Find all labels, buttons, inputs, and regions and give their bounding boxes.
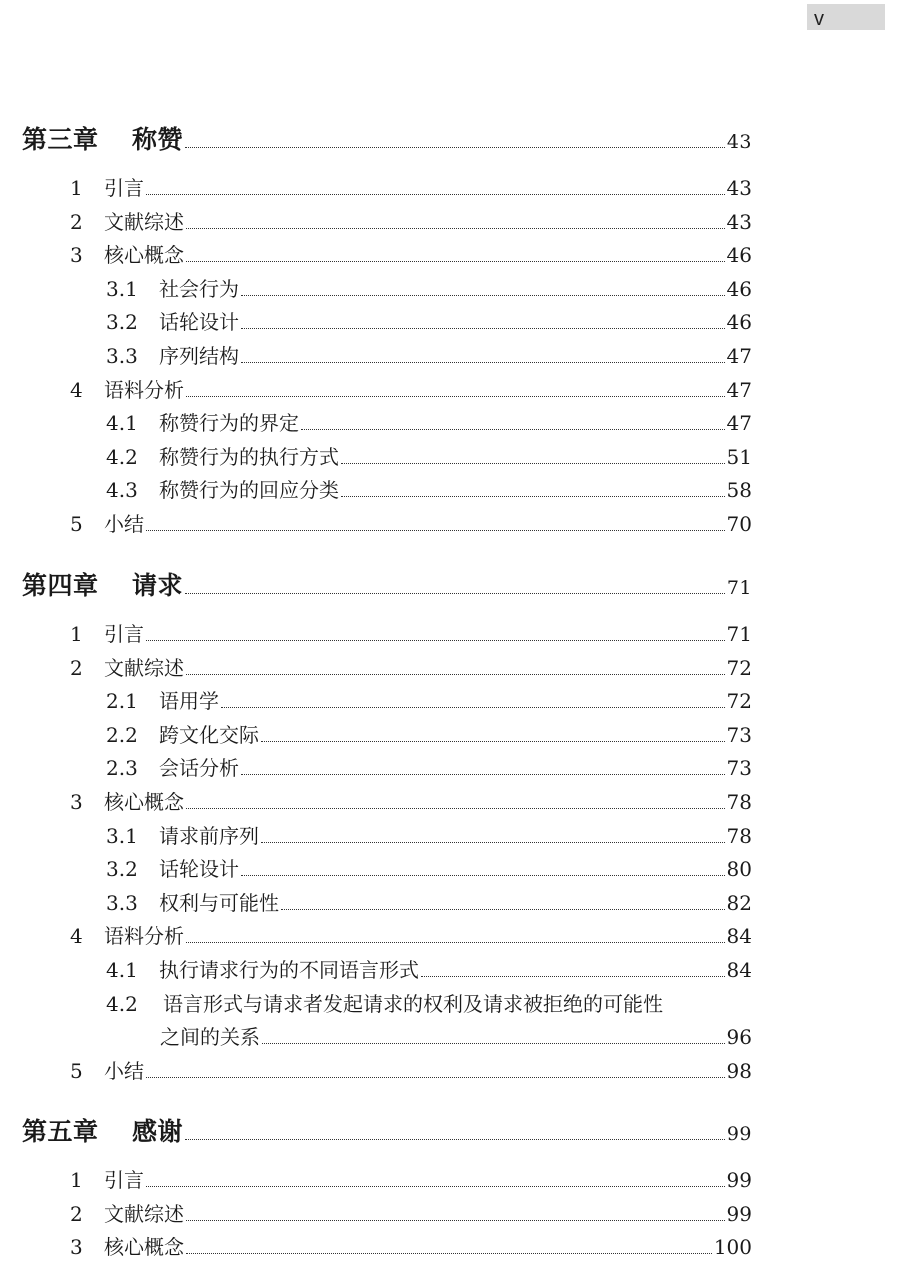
toc-subsection[interactable] — [106, 854, 752, 884]
toc-subsection-continuation[interactable] — [160, 1022, 752, 1052]
section-title: 小结 — [104, 1058, 144, 1083]
page-ref: 73 — [726, 722, 752, 747]
page-ref: 99 — [726, 1168, 752, 1192]
dot-leader — [241, 354, 725, 363]
toc-section[interactable] — [70, 207, 752, 237]
toc-chapter[interactable] — [22, 125, 752, 155]
page-ref: 96 — [726, 1025, 752, 1050]
page-ref: 47 — [726, 377, 752, 402]
dot-leader — [186, 220, 725, 229]
section-title: 请求前序列 — [159, 823, 259, 848]
section-title: 小结 — [104, 512, 144, 536]
dot-leader — [262, 1035, 725, 1044]
page-ref: 46 — [726, 310, 752, 335]
dot-leader — [185, 139, 725, 148]
section-number: 2 — [70, 209, 83, 234]
section-number: 2.3 — [106, 756, 138, 781]
section-title: 称赞行为的回应分类 — [159, 478, 339, 503]
section-number: 5 — [70, 512, 83, 536]
chapter-title: 请求 — [132, 571, 184, 600]
dot-leader — [146, 1178, 725, 1187]
toc-subsection[interactable] — [106, 307, 752, 337]
toc-section[interactable] — [70, 653, 752, 683]
page-ref: 73 — [726, 756, 752, 781]
dot-leader — [261, 834, 725, 843]
section-title: 语言形式与请求者发起请求的权利及请求被拒绝的可能性 — [163, 991, 663, 1016]
section-number: 2.2 — [106, 722, 138, 747]
toc-section[interactable] — [70, 787, 752, 817]
page-ref: 43 — [726, 209, 752, 234]
chapter-title: 感谢 — [132, 1117, 184, 1146]
toc-subsection[interactable] — [106, 686, 752, 716]
toc-subsection[interactable] — [106, 821, 752, 851]
page-ref: 98 — [726, 1058, 752, 1083]
section-title: 话轮设计 — [159, 310, 239, 335]
section-title: 称赞行为的执行方式 — [159, 444, 339, 469]
toc-subsection[interactable] — [106, 955, 752, 985]
toc-subsection[interactable] — [106, 274, 752, 304]
chapter-number: 第四章 — [22, 571, 99, 600]
toc-subsection[interactable] — [106, 753, 752, 783]
section-title: 语料分析 — [104, 377, 184, 402]
page-ref: 72 — [726, 655, 752, 680]
section-number: 1 — [70, 1168, 83, 1192]
section-title-continued: 之间的关系 — [160, 1025, 260, 1050]
page-ref: 71 — [726, 622, 752, 646]
section-title: 核心概念 — [104, 790, 184, 814]
section-title: 文献综述 — [104, 655, 184, 680]
dot-leader — [186, 800, 725, 809]
dot-leader — [241, 287, 725, 296]
section-title: 社会行为 — [159, 276, 239, 301]
toc-subsection[interactable] — [106, 888, 752, 918]
page-ref: 43 — [726, 176, 752, 200]
page-ref: 71 — [726, 577, 752, 599]
toc-subsection[interactable] — [106, 341, 752, 371]
page-ref: 100 — [713, 1235, 752, 1260]
toc-section[interactable] — [70, 1165, 752, 1195]
page-ref: 47 — [726, 344, 752, 368]
page-ref: 82 — [726, 890, 752, 915]
section-number: 2 — [70, 1201, 83, 1226]
dot-leader — [241, 766, 725, 775]
dot-leader — [341, 455, 725, 464]
dot-leader — [185, 1131, 725, 1140]
dot-leader — [281, 901, 725, 910]
section-title: 核心概念 — [104, 1235, 184, 1260]
toc-section[interactable] — [70, 240, 752, 270]
dot-leader — [186, 666, 725, 675]
page-ref: 84 — [726, 958, 752, 982]
section-title: 执行请求行为的不同语言形式 — [159, 958, 419, 982]
dot-leader — [186, 1212, 725, 1221]
section-number: 3.1 — [106, 823, 138, 848]
section-title: 会话分析 — [159, 756, 239, 781]
page-ref: 84 — [726, 924, 752, 949]
section-number: 4.1 — [106, 411, 138, 436]
section-number: 4.1 — [106, 958, 138, 982]
toc-subsection[interactable] — [106, 989, 752, 1019]
section-number: 4 — [70, 924, 83, 949]
section-number: 4.2 — [106, 991, 138, 1016]
section-title: 引言 — [104, 176, 144, 200]
section-number: 4.3 — [106, 478, 138, 503]
section-title: 序列结构 — [159, 344, 239, 368]
section-number: 3.3 — [106, 344, 138, 368]
section-title: 文献综述 — [104, 1201, 184, 1226]
dot-leader — [301, 421, 725, 430]
section-title: 权利与可能性 — [159, 890, 279, 915]
section-number: 3.2 — [106, 857, 138, 882]
page-ref: 78 — [726, 823, 752, 848]
dot-leader — [186, 934, 725, 943]
dot-leader — [186, 388, 725, 397]
dot-leader — [146, 1069, 725, 1078]
section-title: 话轮设计 — [159, 857, 239, 882]
page-ref: 43 — [726, 131, 752, 153]
toc-chapter[interactable] — [22, 571, 752, 601]
page-ref: 72 — [726, 689, 752, 714]
section-number: 3.2 — [106, 310, 138, 335]
toc-section[interactable] — [70, 509, 752, 539]
section-number: 1 — [70, 622, 83, 646]
page-ref: 58 — [726, 478, 752, 503]
section-title: 核心概念 — [104, 243, 184, 268]
dot-leader — [421, 968, 725, 977]
section-title: 文献综述 — [104, 209, 184, 234]
dot-leader — [186, 1245, 712, 1254]
dot-leader — [186, 253, 725, 262]
section-number: 4.2 — [106, 444, 138, 469]
section-number: 5 — [70, 1058, 83, 1083]
toc-subsection[interactable] — [106, 475, 752, 505]
toc-section[interactable] — [70, 375, 752, 405]
section-number: 3 — [70, 243, 83, 268]
dot-leader — [146, 632, 725, 641]
section-number: 3 — [70, 790, 83, 814]
section-number: 1 — [70, 176, 83, 200]
toc-section[interactable] — [70, 921, 752, 951]
section-number: 3 — [70, 1235, 83, 1260]
page-number: v — [807, 4, 885, 30]
section-number: 3.1 — [106, 276, 138, 301]
dot-leader — [146, 522, 725, 531]
chapter-title: 称赞 — [132, 125, 184, 154]
toc-section[interactable] — [70, 1056, 752, 1086]
toc-section[interactable] — [70, 1199, 752, 1229]
section-number: 3.3 — [106, 890, 138, 915]
page-ref: 47 — [726, 411, 752, 436]
toc-subsection[interactable] — [106, 720, 752, 750]
section-title: 引言 — [104, 1168, 144, 1192]
dot-leader — [221, 699, 725, 708]
section-title: 称赞行为的界定 — [159, 411, 299, 436]
section-number: 4 — [70, 377, 83, 402]
dot-leader — [241, 320, 725, 329]
chapter-number: 第五章 — [22, 1117, 99, 1146]
toc-chapter[interactable] — [22, 1117, 752, 1147]
toc-subsection[interactable] — [106, 442, 752, 472]
page-ref: 99 — [726, 1201, 752, 1226]
toc-section[interactable] — [70, 173, 752, 203]
toc-subsection[interactable] — [106, 408, 752, 438]
page-ref: 46 — [726, 276, 752, 301]
section-number: 2 — [70, 655, 83, 680]
page-ref: 70 — [726, 512, 752, 536]
section-title: 语料分析 — [104, 924, 184, 949]
section-number: 2.1 — [106, 689, 138, 714]
dot-leader — [341, 488, 725, 497]
dot-leader — [241, 867, 725, 876]
page-ref: 46 — [726, 243, 752, 268]
page-ref: 51 — [726, 444, 752, 469]
toc-section[interactable] — [70, 1232, 752, 1262]
dot-leader — [261, 733, 725, 742]
dot-leader — [146, 186, 725, 195]
section-title: 跨文化交际 — [159, 722, 259, 747]
page-ref: 99 — [726, 1123, 752, 1145]
page-ref: 78 — [726, 790, 752, 814]
section-title: 语用学 — [159, 689, 219, 714]
section-title: 引言 — [104, 622, 144, 646]
chapter-number: 第三章 — [22, 125, 99, 154]
toc-section[interactable] — [70, 619, 752, 649]
page-ref: 80 — [726, 857, 752, 882]
dot-leader — [185, 585, 725, 594]
